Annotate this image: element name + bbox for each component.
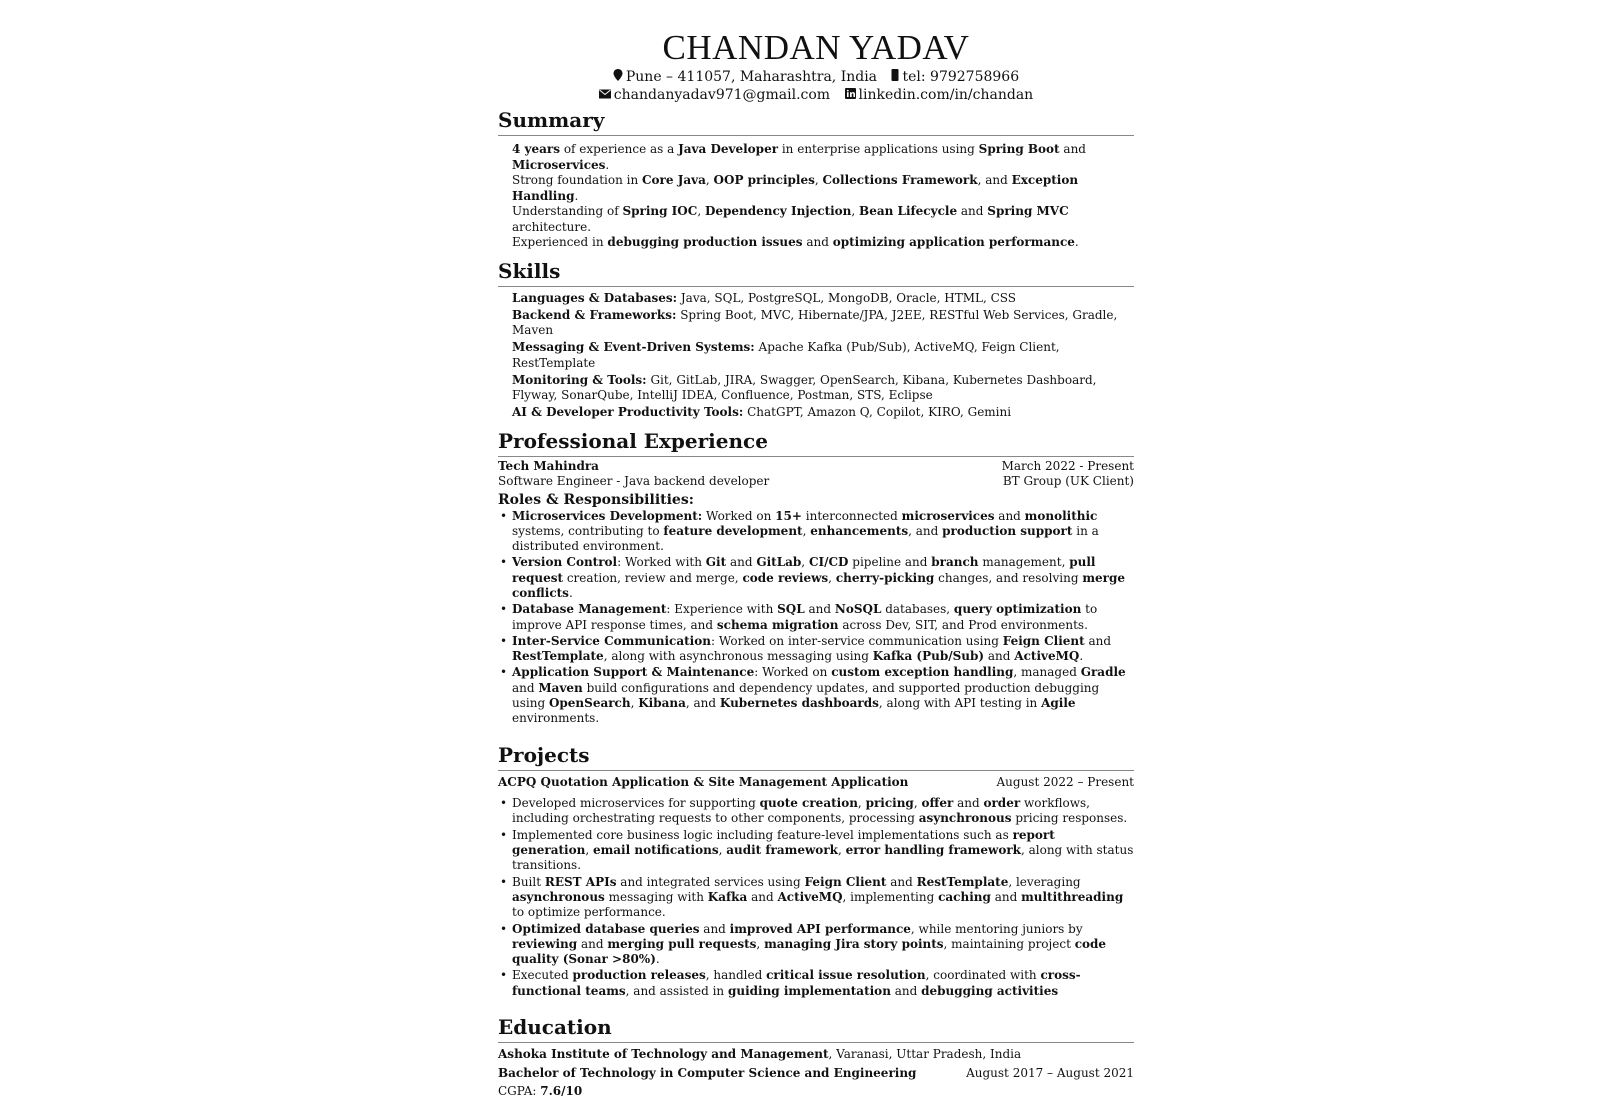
text-run: messaging with <box>604 889 708 904</box>
text-run: . <box>574 188 579 203</box>
text-run: architecture. <box>512 219 592 234</box>
text-run: : Experience with <box>666 602 778 617</box>
experience-heading: Professional Experience <box>498 429 1134 457</box>
skill-row <box>512 308 1134 339</box>
bold-text: GitLab <box>756 555 802 570</box>
skill-row <box>512 291 1134 307</box>
text-run: , <box>630 696 639 711</box>
contact-line-1 <box>498 68 1134 86</box>
text-run: changes, and resolving <box>934 570 1083 585</box>
text-run: Worked on <box>702 508 776 523</box>
text-run: databases, <box>881 602 954 617</box>
skills-heading: Skills <box>498 259 1134 287</box>
text-run: . <box>1079 649 1084 664</box>
text-run: , and <box>685 696 720 711</box>
text-run: and <box>1084 633 1112 648</box>
bold-text: Spring MVC <box>987 204 1069 218</box>
text-run: and <box>804 602 835 617</box>
list-item <box>498 665 1134 726</box>
text-run: , <box>802 523 811 538</box>
skills-list <box>498 291 1134 421</box>
bold-text: ActiveMQ <box>1014 649 1080 664</box>
bold-text: Core Java <box>642 173 706 187</box>
bold-text: audit framework <box>726 843 838 858</box>
text-run: creation, review and merge, <box>563 570 743 585</box>
text-run: . <box>568 585 573 600</box>
bold-text: offer <box>921 796 954 811</box>
skill-row <box>512 373 1134 404</box>
bold-text: code reviews <box>742 570 829 585</box>
text-run: and <box>957 204 988 218</box>
bold-text: cherry-picking <box>835 570 935 585</box>
location-item <box>613 69 882 85</box>
bold-text: Collections Framework <box>822 173 978 187</box>
location-text: Pune – 411057, Maharashtra, India <box>625 69 878 85</box>
bold-text: feature development <box>663 523 803 538</box>
text-run: Strong foundation in <box>512 173 642 187</box>
list-item <box>498 828 1134 874</box>
bold-text: SQL <box>777 602 805 617</box>
bold-text: multithreading <box>1021 889 1124 904</box>
bold-text: NoSQL <box>834 602 882 617</box>
project-name: ACPQ Quotation Application & Site Management Application <box>498 774 909 789</box>
list-item <box>498 634 1134 665</box>
bold-text: monolithic <box>1024 508 1098 523</box>
bold-text: debugging activities <box>921 983 1059 998</box>
bold-text: Application Support & Maintenance <box>512 665 755 680</box>
text-run: interconnected <box>801 508 902 523</box>
job-title: Software Engineer - Java backend developer <box>498 474 770 488</box>
text-run: and <box>512 680 539 695</box>
text-run: and <box>699 921 730 936</box>
text-run: Understanding of <box>512 204 623 218</box>
bold-text: quote creation <box>759 796 858 811</box>
text-run: , <box>756 936 765 951</box>
project-bullets <box>498 796 1134 999</box>
bold-text: OOP principles <box>713 173 815 187</box>
text-run: , <box>837 843 846 858</box>
text-run: , implementing <box>842 889 939 904</box>
text-run: , and assisted in <box>625 983 728 998</box>
bold-text: Inter-Service Communication <box>512 633 711 648</box>
summary-heading: Summary <box>498 108 1134 136</box>
bold-text: Kafka <box>707 889 748 904</box>
education-degree-row <box>498 1066 1134 1082</box>
bold-text: pricing <box>865 796 914 811</box>
text-run: , <box>828 570 836 585</box>
text-run: : Worked on <box>754 665 832 680</box>
cgpa-row <box>498 1084 1134 1100</box>
bold-text: Java Developer <box>678 142 779 156</box>
cgpa-label: CGPA: <box>498 1084 541 1099</box>
text-run: , coordinated with <box>925 968 1041 983</box>
projects-heading: Projects <box>498 743 1134 771</box>
skill-label: Monitoring & Tools: <box>512 372 647 387</box>
bold-text: Feign Client <box>804 874 887 889</box>
bold-text: Spring Boot <box>978 142 1060 156</box>
bold-text: 15+ <box>775 508 802 523</box>
text-run: , <box>851 204 860 218</box>
text-run: , <box>585 843 593 858</box>
list-item <box>498 509 1134 555</box>
bold-text: branch <box>931 555 979 570</box>
envelope-icon <box>599 86 611 104</box>
institute-location: , Varanasi, Uttar Pradesh, India <box>828 1047 1022 1062</box>
text-run: and integrated services using <box>616 874 805 889</box>
bold-text: cross-functional teams <box>512 968 1081 998</box>
bold-text: error handling framework <box>845 843 1021 858</box>
bold-text: Microservices <box>512 157 606 172</box>
text-run: workflows, including orchestrating requests to other components, processing <box>512 796 1090 826</box>
bold-text: Maven <box>538 680 583 695</box>
bold-text: merging pull requests <box>607 936 757 951</box>
experience-dates: March 2022 - Present <box>1001 458 1134 473</box>
text-run: pipeline and <box>848 555 932 570</box>
skill-label: Backend & Frameworks: <box>512 307 677 322</box>
bold-text: improved API performance <box>729 921 911 936</box>
text-run: . <box>1074 235 1079 249</box>
text-run: to improve API response times, and <box>512 602 1098 632</box>
list-item <box>498 875 1134 921</box>
list-item <box>498 602 1134 633</box>
text-run: in a distributed environment. <box>512 523 1099 554</box>
skill-value: Apache Kafka (Pub/Sub), ActiveMQ, Feign Client, RestTemplate <box>512 340 1060 370</box>
text-run: , managed <box>1013 665 1081 680</box>
project-dates: August 2022 – Present <box>996 774 1134 789</box>
text-run: , along with API testing in <box>878 696 1042 711</box>
bold-text: ActiveMQ <box>777 889 843 904</box>
phone-icon <box>891 68 899 86</box>
text-run: , <box>801 555 809 570</box>
company-name: Tech Mahindra <box>498 458 599 473</box>
skill-value: Spring Boot, MVC, Hibernate/JPA, J2EE, RESTful Web Services, Gradle, Maven <box>512 307 1118 337</box>
bold-text: guiding implementation <box>727 983 891 998</box>
list-item <box>498 968 1134 999</box>
education-heading: Education <box>498 1015 1134 1043</box>
text-run: Implemented core business logic including feature-level implementations such as <box>512 827 1013 842</box>
bold-text: email notifications <box>592 843 719 858</box>
cgpa-value: 7.6/10 <box>540 1084 583 1099</box>
text-run: and <box>984 649 1015 664</box>
degree-name: Bachelor of Technology in Computer Science and Engineering <box>498 1065 917 1080</box>
text-run: , handled <box>705 968 767 983</box>
linkedin-item[interactable] <box>845 87 1034 103</box>
summary-line <box>512 204 1134 235</box>
bold-text: pull request <box>512 555 1096 585</box>
text-run: and <box>577 936 608 951</box>
bold-text: production support <box>942 523 1073 538</box>
skill-label: Messaging & Event-Driven Systems: <box>512 340 755 354</box>
phone-text[interactable]: tel: 9792758966 <box>902 69 1020 85</box>
bold-text: reviewing <box>512 936 578 951</box>
bold-text: Kubernetes dashboards <box>719 696 879 711</box>
text-run: , along with asynchronous messaging using <box>603 649 873 664</box>
text-run: , leveraging <box>1008 874 1081 889</box>
list-item <box>498 796 1134 827</box>
bold-text: debugging production issues <box>607 235 803 249</box>
text-run: , <box>913 796 922 811</box>
bold-text: Kafka (Pub/Sub) <box>872 649 985 664</box>
text-run: and <box>990 889 1022 904</box>
text-run: , <box>814 173 823 187</box>
text-run: systems, contributing to <box>512 523 664 538</box>
text-run: , and <box>977 173 1012 187</box>
text-run: Experienced in <box>512 235 608 249</box>
bold-text: asynchronous <box>918 811 1012 826</box>
text-run: pricing responses. <box>1011 811 1128 826</box>
phone-item[interactable] <box>891 69 1019 85</box>
bold-text: 4 years <box>512 142 560 156</box>
bold-text: custom exception handling <box>831 665 1014 680</box>
bold-text: RestTemplate <box>916 874 1009 889</box>
experience-company-row <box>498 459 1134 475</box>
text-run: management, <box>978 555 1070 570</box>
text-run: , maintaining project <box>943 936 1075 951</box>
text-run: , along with status transitions. <box>512 843 1134 873</box>
text-run: , <box>705 173 714 187</box>
candidate-name: CHANDAN YADAV <box>662 28 970 67</box>
skill-value: Git, GitLab, JIRA, Swagger, OpenSearch, Kibana, Kubernetes Dashboard, Flyway, SonarQube, IntelliJ IDEA, Confluence, Postman, STS, Eclipse <box>512 372 1097 402</box>
experience-bullets <box>498 509 1134 727</box>
text-run: to optimize performance. <box>512 905 666 920</box>
education-dates: August 2017 – August 2021 <box>966 1065 1134 1080</box>
bold-text: Feign Client <box>1002 633 1085 648</box>
text-run: environments. <box>512 711 600 726</box>
text-run: and <box>890 983 922 998</box>
bold-text: schema migration <box>716 617 839 632</box>
bold-text: microservices <box>901 508 995 523</box>
text-run: : Worked with <box>617 555 706 570</box>
bold-text: Exception Handling <box>512 173 1079 203</box>
text-run: and <box>726 555 757 570</box>
summary-line <box>512 142 1134 173</box>
text-run: and <box>886 874 917 889</box>
text-run: and <box>747 889 778 904</box>
email-item[interactable] <box>599 87 835 103</box>
bold-text: Database Management <box>512 602 667 617</box>
resume-page <box>498 28 1134 1100</box>
summary-line <box>512 235 1134 251</box>
bold-text: Git <box>705 555 727 570</box>
text-run: across Dev, SIT, and Prod environments. <box>838 617 1088 632</box>
bold-text: enhancements <box>810 523 909 538</box>
skill-value: Java, SQL, PostgreSQL, MongoDB, Oracle, HTML, CSS <box>680 290 1017 305</box>
text-run: and <box>994 508 1025 523</box>
list-item <box>498 555 1134 601</box>
bold-text: CI/CD <box>808 555 849 570</box>
institute-name: Ashoka Institute of Technology and Management <box>498 1047 829 1062</box>
client-name: BT Group (UK Client) <box>1002 474 1134 488</box>
bold-text: RestTemplate <box>512 649 604 664</box>
bold-text: report generation <box>512 827 1055 858</box>
text-run: of experience as a <box>560 142 679 156</box>
text-run: . <box>605 157 610 172</box>
bold-text: production releases <box>572 968 706 983</box>
text-run: , <box>857 796 866 811</box>
bold-text: Gradle <box>1080 665 1126 680</box>
text-run: , while mentoring juniors by <box>910 921 1083 936</box>
summary-line <box>512 173 1134 204</box>
bold-text: merge conflicts <box>512 570 1126 600</box>
bold-text: optimizing application performance <box>832 235 1075 249</box>
map-pin-icon <box>613 68 623 86</box>
bold-text: Agile <box>1041 696 1076 711</box>
text-run: Built <box>512 874 545 889</box>
bold-text: Microservices Development: <box>512 508 703 523</box>
skill-row <box>512 340 1134 371</box>
text-run: and <box>802 235 833 249</box>
linkedin-link[interactable]: linkedin.com/in/chandan <box>858 87 1034 103</box>
bold-text: managing Jira story points <box>764 936 944 951</box>
bold-text: query optimization <box>953 602 1082 617</box>
bold-text: code quality (Sonar >80%) <box>512 936 1107 967</box>
bold-text: OpenSearch <box>548 696 631 711</box>
text-run: build configurations and dependency updates, and supported production debugging using <box>512 680 1100 711</box>
bold-text: Version Control <box>512 555 618 570</box>
summary-body <box>498 142 1134 251</box>
text-run: and <box>953 796 984 811</box>
email-link[interactable]: chandanyadav971@gmail.com <box>613 87 831 103</box>
education-institute-row <box>498 1047 1134 1063</box>
text-run: : Worked on inter-service communication using <box>710 633 1003 648</box>
text-run: in enterprise applications using <box>778 142 979 156</box>
bold-text: order <box>983 796 1021 811</box>
list-item <box>498 922 1134 968</box>
contact-line-2 <box>498 86 1134 104</box>
skill-value: ChatGPT, Amazon Q, Copilot, KIRO, Gemini <box>747 405 1012 419</box>
text-run: , <box>697 204 705 218</box>
text-run: , <box>718 843 727 858</box>
text-run: Developed microservices for supporting <box>512 796 760 811</box>
bold-text: Optimized database queries <box>512 921 700 936</box>
project-title-row <box>498 775 1134 791</box>
experience-title-row <box>498 474 1134 490</box>
bold-text: asynchronous <box>512 889 605 904</box>
text-run: Executed <box>512 968 573 983</box>
skill-label: Languages & Databases: <box>512 290 678 305</box>
bold-text: Spring IOC <box>622 204 698 218</box>
roles-heading: Roles & Responsibilities: <box>498 491 694 508</box>
text-run: and <box>1059 142 1086 156</box>
linkedin-icon <box>845 86 856 104</box>
bold-text: Bean Lifecycle <box>859 204 958 218</box>
skill-row <box>512 405 1134 421</box>
bold-text: Kibana <box>638 696 686 711</box>
bold-text: Dependency Injection <box>704 204 852 218</box>
skill-label: AI & Developer Productivity Tools: <box>512 405 744 419</box>
text-run: , and <box>908 523 943 538</box>
bold-text: REST APIs <box>544 874 617 889</box>
text-run: . <box>655 952 660 967</box>
bold-text: caching <box>938 889 991 904</box>
bold-text: critical issue resolution <box>766 968 926 983</box>
